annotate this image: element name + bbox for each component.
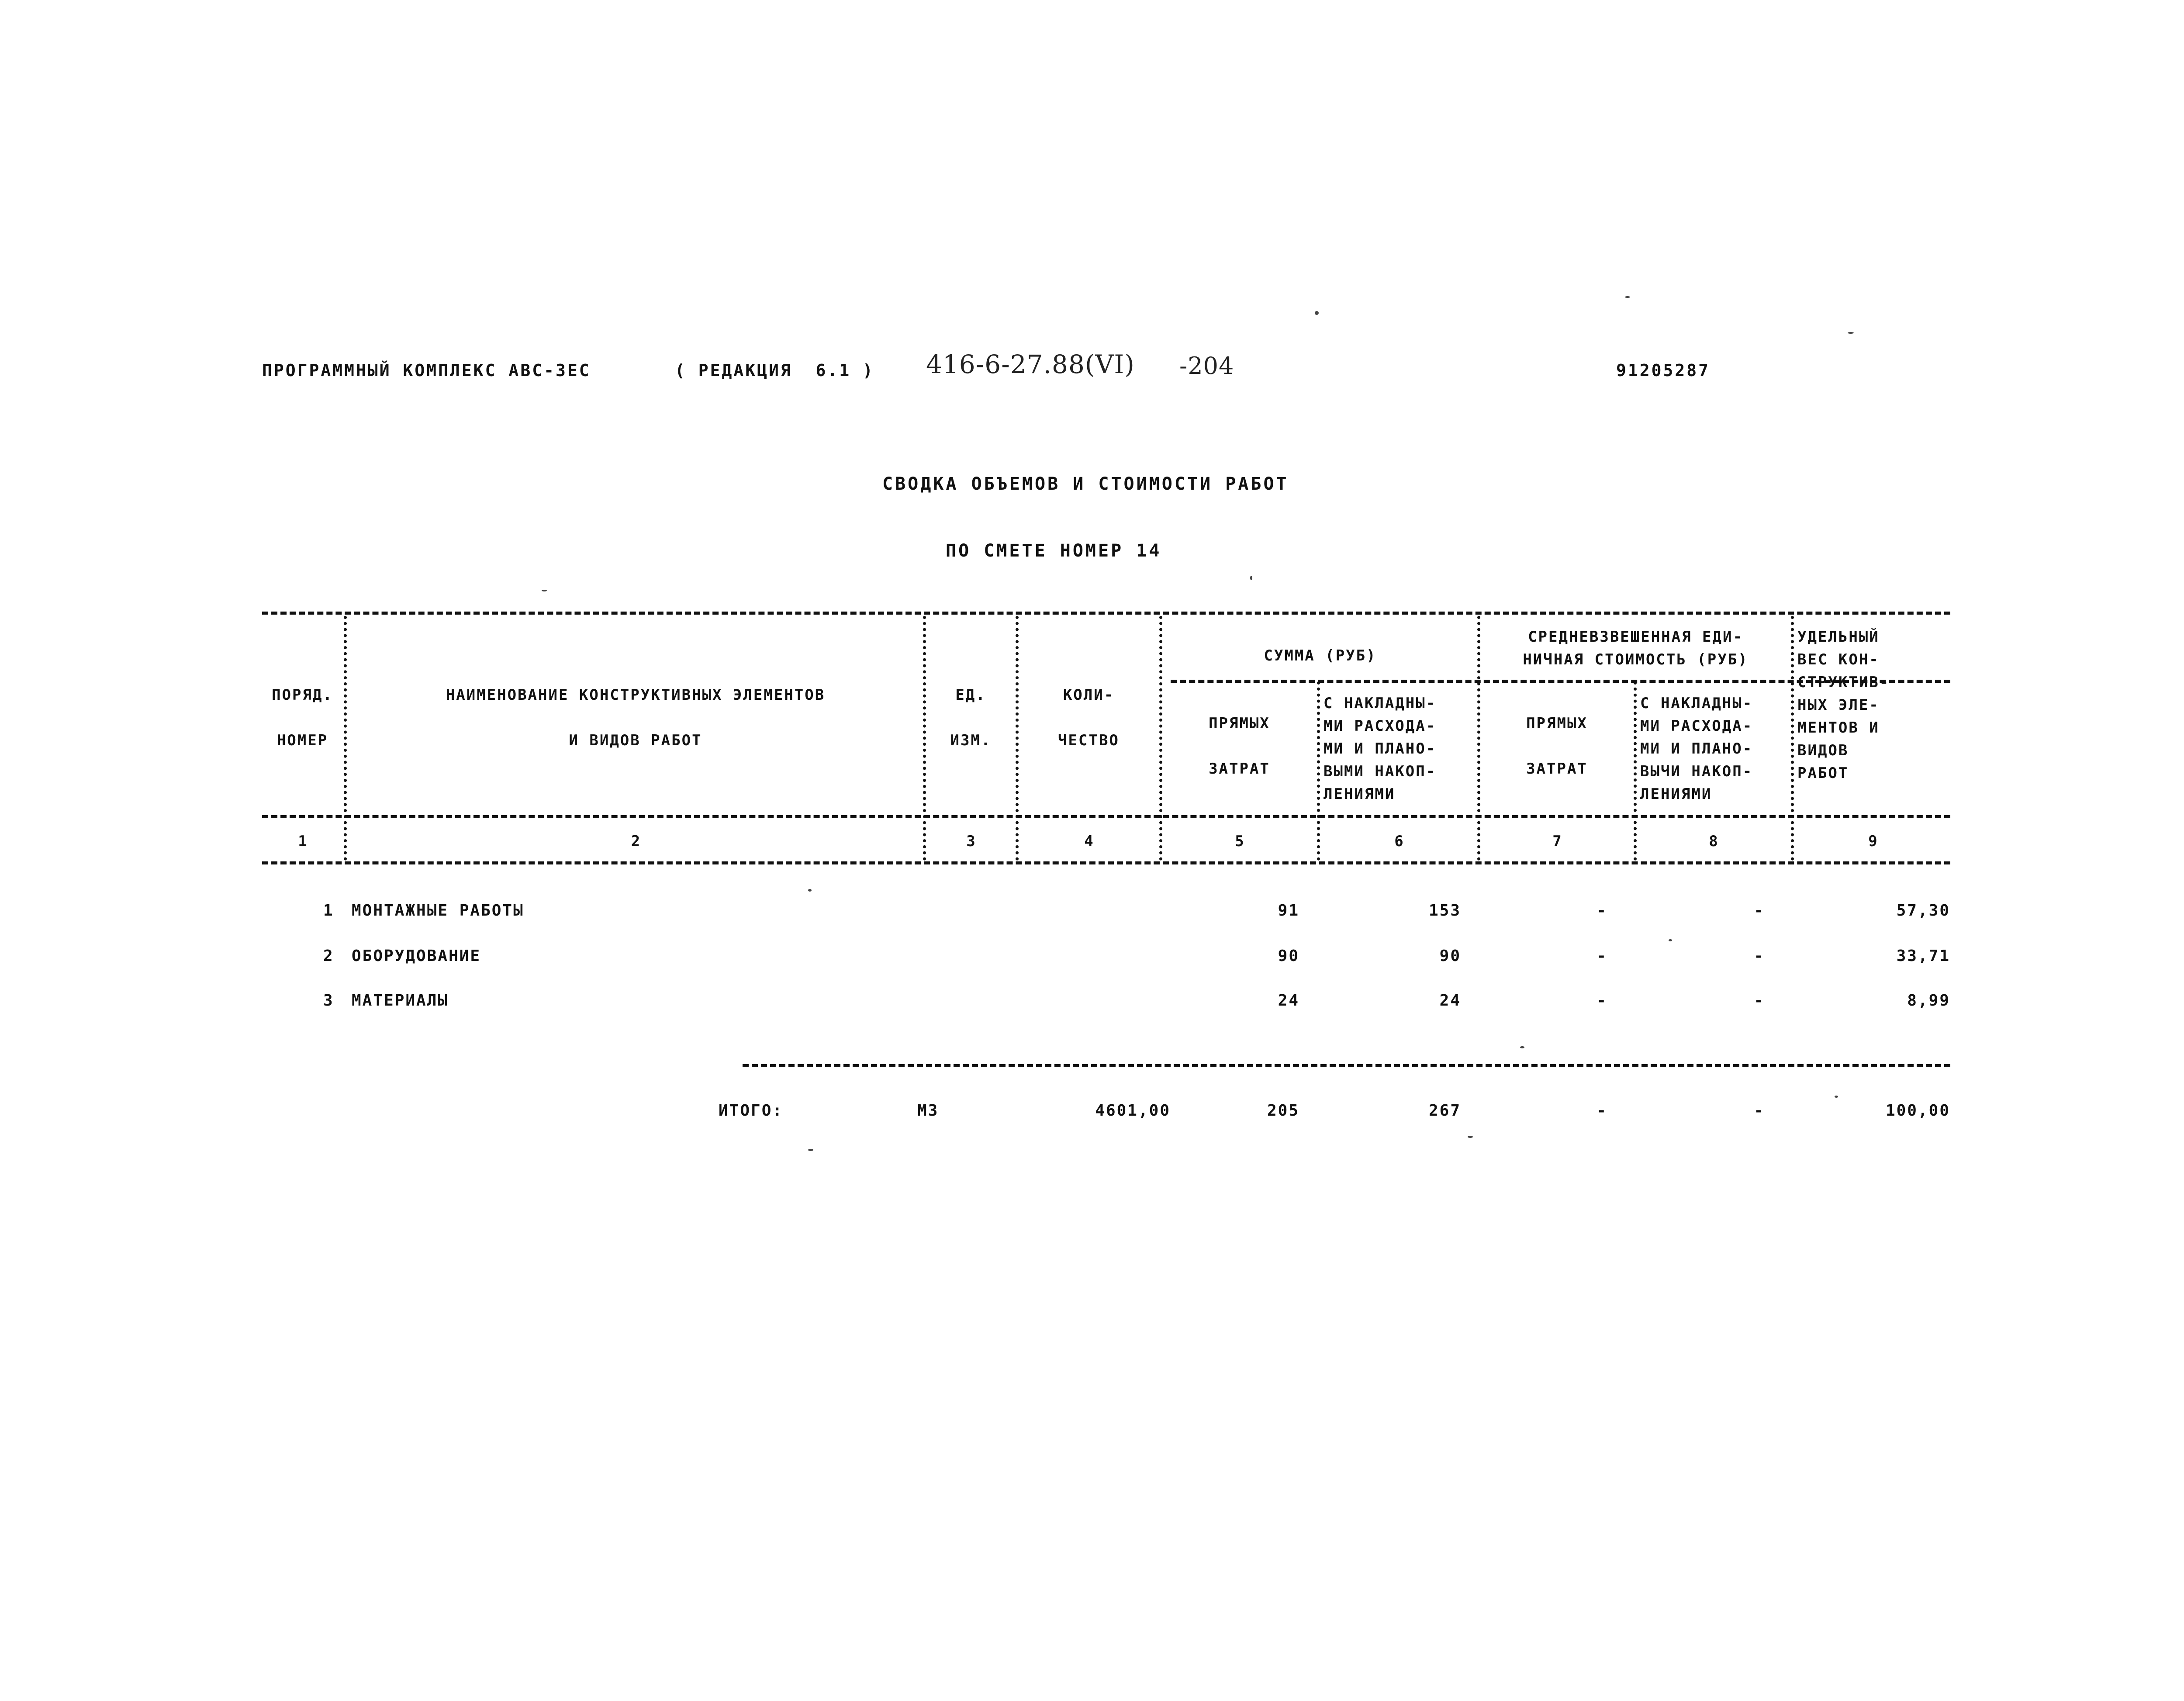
report-subtitle: ПО СМЕТЕ НОМЕР 14	[946, 541, 1162, 561]
row-direct: 91	[1278, 902, 1299, 920]
row-overhead: 153	[1428, 902, 1461, 920]
row-number: 2	[323, 947, 334, 965]
header-share: УДЕЛЬНЫЙ ВЕС КОН- СТРУКТИВ- НЫХ ЭЛЕ- МЕНТОВ И ВИДОВ РАБОТ	[1797, 628, 1890, 782]
header-unit: ЕД. ИЗМ.	[950, 686, 992, 749]
scan-speck	[1835, 1096, 1838, 1098]
scan-speck	[1520, 1046, 1524, 1048]
header-avg-direct-costs: ПРЯМЫХ ЗАТРАТ	[1526, 715, 1588, 778]
header-item-name: НАИМЕНОВАНИЕ КОНСТРУКТИВНЫХ ЭЛЕМЕНТОВ И ВИДОВ РАБОТ	[446, 686, 826, 749]
header-bottom-rule	[262, 815, 1950, 818]
total-quantity: 4601,00	[1095, 1102, 1171, 1120]
row-avg-direct: -	[1597, 992, 1607, 1010]
total-avg-overhead: -	[1754, 1102, 1765, 1120]
scan-speck	[808, 1149, 813, 1151]
row-number: 1	[323, 902, 334, 920]
column-number: 1	[298, 833, 307, 850]
col-separator	[1477, 616, 1480, 861]
col-separator	[344, 616, 347, 861]
header-order-number: ПОРЯД. НОМЕР	[272, 686, 333, 749]
row-overhead: 90	[1439, 947, 1461, 965]
project-code: 416-6-27.88(VI)	[926, 349, 1135, 379]
total-direct: 205	[1267, 1102, 1299, 1120]
row-number: 3	[323, 992, 334, 1010]
row-overhead: 24	[1439, 992, 1461, 1010]
col-separator	[1016, 616, 1019, 861]
table-top-rule	[262, 612, 1950, 615]
row-direct: 90	[1278, 947, 1299, 965]
column-number: 9	[1868, 833, 1877, 850]
row-share: 8,99	[1907, 992, 1950, 1010]
column-number: 8	[1709, 833, 1718, 850]
header-avg-with-overhead: С НАКЛАДНЫ- МИ РАСХОДА- МИ И ПЛАНО- ВЫЧИ НАКОП- ЛЕНИЯМИ	[1640, 695, 1753, 803]
scan-speck	[542, 590, 547, 591]
row-avg-overhead: -	[1754, 992, 1765, 1010]
scan-speck	[808, 889, 812, 892]
total-rule	[743, 1064, 1950, 1067]
col-separator	[1317, 681, 1320, 861]
total-avg-direct: -	[1597, 1102, 1607, 1120]
total-unit: М3	[917, 1102, 939, 1120]
report-title: СВОДКА ОБЪЕМОВ И СТОИМОСТИ РАБОТ	[882, 474, 1289, 494]
row-name: МАТЕРИАЛЫ	[352, 992, 449, 1010]
scan-speck	[1250, 576, 1252, 580]
column-number: 6	[1394, 833, 1403, 850]
row-avg-overhead: -	[1754, 947, 1765, 965]
col-separator	[1634, 681, 1637, 861]
total-label: ИТОГО:	[719, 1102, 784, 1120]
column-number: 5	[1235, 833, 1244, 850]
column-number: 3	[966, 833, 975, 850]
scan-speck	[1468, 1136, 1473, 1138]
col-separator	[1159, 616, 1162, 861]
header-with-overhead: С НАКЛАДНЫ- МИ РАСХОДА- МИ И ПЛАНО- ВЫМИ НАКОП- ЛЕНИЯМИ	[1324, 695, 1437, 803]
program-name: ПРОГРАММНЫЙ КОМПЛЕКС АВС-ЗЕС	[262, 361, 591, 380]
row-avg-overhead: -	[1754, 902, 1765, 920]
header-average-cost-group: СРЕДНЕВЗВЕШЕННАЯ ЕДИ- НИЧНАЯ СТОИМОСТЬ (РУБ)	[1523, 628, 1749, 668]
row-share: 33,71	[1896, 947, 1950, 965]
row-avg-direct: -	[1597, 902, 1607, 920]
col-separator	[1791, 616, 1794, 861]
total-overhead: 267	[1428, 1102, 1461, 1120]
row-name: ОБОРУДОВАНИЕ	[352, 947, 481, 965]
scan-speck	[1848, 332, 1854, 334]
row-avg-direct: -	[1597, 947, 1607, 965]
column-number: 4	[1084, 833, 1093, 850]
row-share: 57,30	[1896, 902, 1950, 920]
header-direct-costs: ПРЯМЫХ ЗАТРАТ	[1209, 715, 1270, 778]
scan-speck	[1625, 296, 1630, 298]
column-number: 2	[631, 833, 640, 850]
total-share: 100,00	[1885, 1102, 1950, 1120]
page-number: -204	[1179, 352, 1234, 380]
document-number: 91205287	[1616, 361, 1711, 380]
row-direct: 24	[1278, 992, 1299, 1010]
edition-label: ( РЕДАКЦИЯ 6.1 )	[675, 361, 874, 380]
header-quantity: КОЛИ- ЧЕСТВО	[1058, 686, 1120, 749]
header-sum-group: СУММА (РУБ)	[1264, 647, 1377, 664]
col-separator	[923, 616, 926, 861]
column-number-rule	[262, 861, 1950, 864]
column-number: 7	[1552, 833, 1562, 850]
row-name: МОНТАЖНЫЕ РАБОТЫ	[352, 902, 524, 920]
scan-speck	[1315, 311, 1319, 315]
scan-speck	[1669, 939, 1672, 941]
